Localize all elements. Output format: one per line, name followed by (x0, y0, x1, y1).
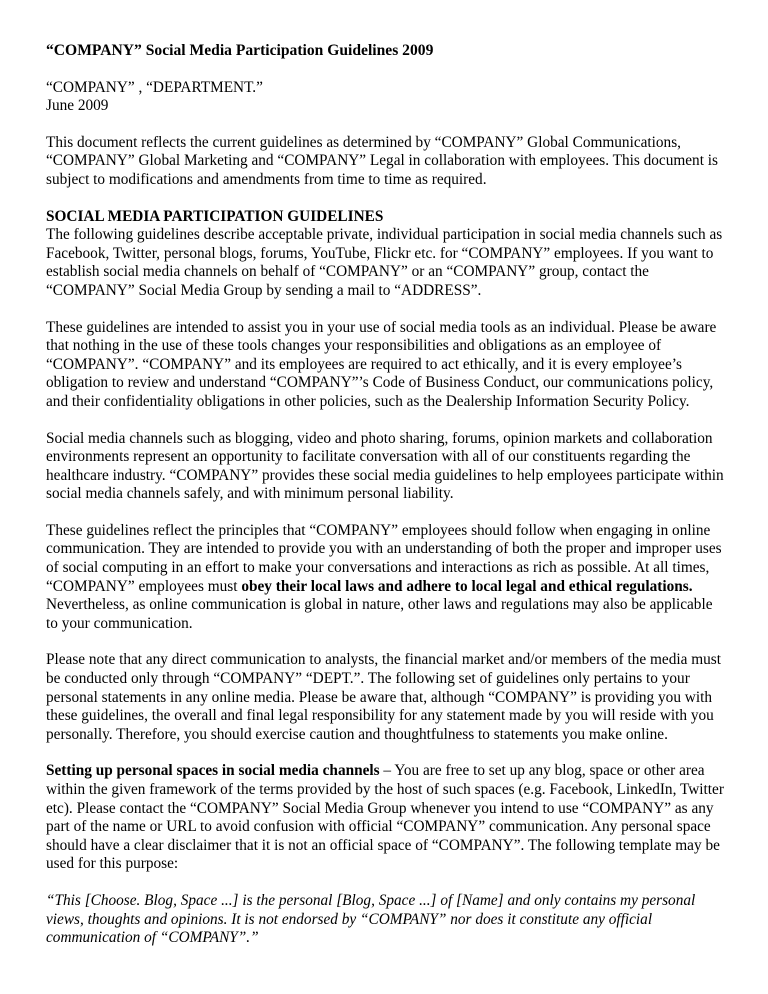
principles-text-start: These guidelines reflect the principles that “COMPANY” employees should follow when engaging in online communication. They are intended to provide you with an understanding of both the proper and improper uses of social computing in an effort to make your conversations and interactions as rich as possible. At all times, “COMPANY” employees must (46, 521, 722, 595)
section-heading: SOCIAL MEDIA PARTICIPATION GUIDELINES (46, 207, 384, 225)
setup-paragraph (46, 762, 728, 874)
analysts-paragraph: Please note that any direct communication to analysts, the financial market and/or members of the media must be conducted only through “COMPANY” “DEPT.”. The following set of guidelines only pertains to your personal statements in any online media. Please be aware that, although “COMPANY” is providing you with these guidelines, the overall and final legal responsibility for any statement made by you will reside with you personally. Therefore, you should exercise caution and thoughtfulness to statements you make online. (46, 651, 721, 743)
date-line: June 2009 (46, 97, 109, 115)
intro-paragraph: This document reflects the current guidelines as determined by “COMPANY” Global Communications, “COMPANY” Global Marketing and “COMPANY” Legal in collaboration with employees. This document is subject to modifications and amendments from time to time as required. (46, 133, 718, 188)
setup-text: – You are free to set up any blog, space or other area within the given framework of the terms provided by the host of such spaces (e.g. Facebook, LinkedIn, Twitter etc). Please contact the “COMPANY” Social Media Group whenever you intend to use “COMPANY” as any part of the name or URL to avoid confusion with official “COMPANY” communication. Any personal space should have a clear disclaimer that it is not an official space of “COMPANY”. The following template may be used for this purpose: (46, 762, 724, 873)
principles-paragraph (46, 522, 728, 634)
channels-paragraph: Social media channels such as blogging, video and photo sharing, forums, opinion markets and collaboration environments represent an opportunity to facilitate conversation with all of our constituents regarding the healthcare industry. “COMPANY” provides these social media guidelines to help employees participate within social media channels safely, and with minimum personal liability. (46, 429, 724, 503)
principles-text-end: Nevertheless, as online communication is global in nature, other laws and regulations may also be applicable to your communication. (46, 596, 713, 632)
setup-heading: Setting up personal spaces in social media channels (46, 762, 380, 780)
disclaimer-template: “This [Choose. Blog, Space ...] is the personal [Blog, Space ...] of [Name] and only contains my personal views, thoughts and opinions. It is not endorsed by “COMPANY” nor does it constitute any official communication of “COMPANY”.” (46, 891, 696, 947)
purpose-paragraph: These guidelines are intended to assist you in your use of social media tools as an individual. Please be aware that nothing in the use of these tools changes your responsibilities and obligations as an employee of “COMPANY”. “COMPANY” and its employees are required to act ethically, and it is every employee’s obligation to review and understand “COMPANY”’s Code of Business Conduct, our communications policy, and their confidentiality obligations in other policies, such as the Dealership Information Security Policy. (46, 318, 717, 410)
principles-bold-text: obey their local laws and adhere to local legal and ethical regulations. (241, 577, 693, 595)
document-header (46, 79, 728, 116)
section-guidelines (46, 208, 728, 301)
document-title: “COMPANY” Social Media Participation Guidelines 2009 (46, 42, 434, 59)
section-intro-text: The following guidelines describe acceptable private, individual participation in social media channels such as Facebook, Twitter, personal blogs, forums, YouTube, Flickr etc. for “COMPANY” employees. If you want to establish social media channels on behalf of “COMPANY” or an “COMPANY” group, contact the “COMPANY” Social Media Group by sending a mail to “ADDRESS”. (46, 226, 723, 299)
department-line: “COMPANY” , “DEPARTMENT.” (46, 78, 263, 96)
